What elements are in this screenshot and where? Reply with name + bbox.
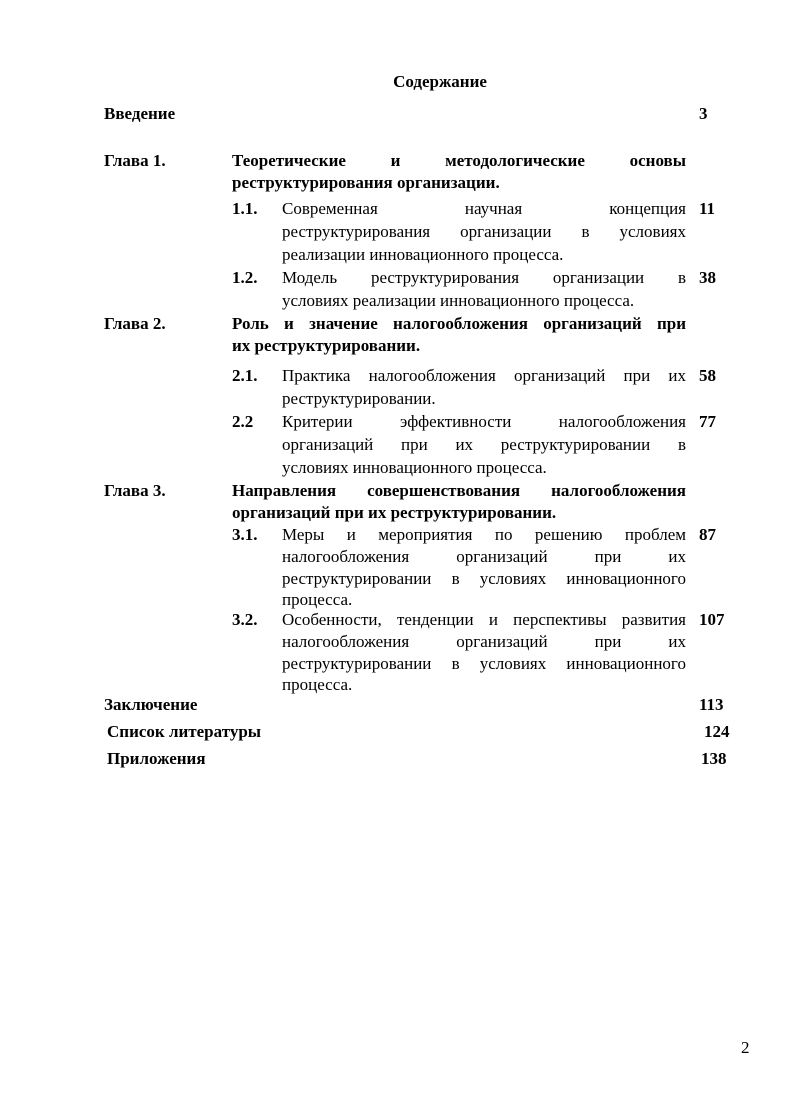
section-2-2-page: 77: [699, 412, 716, 431]
section-3-2-page: 107: [699, 610, 725, 629]
section-1-1-line-2: реструктурирования организации в условиях: [282, 222, 686, 241]
section-2-2-line-2: организаций при их реструктурировании в: [282, 435, 686, 454]
section-1-2-number: 1.2.: [232, 268, 258, 287]
toc-bibliography-page: 124: [704, 722, 730, 741]
section-2-1-page: 58: [699, 366, 716, 385]
section-2-1-number: 2.1.: [232, 366, 258, 385]
section-1-2-page: 38: [699, 268, 716, 287]
toc-intro-label: Введение: [104, 104, 176, 123]
chapter-1-label: Глава 1.: [104, 151, 166, 170]
section-3-1-page: 87: [699, 525, 716, 544]
section-2-2-line-3: условиях инновационного процесса.: [282, 458, 547, 477]
chapter-3-title-line-1: Направления совершенствования налогообложения: [232, 481, 686, 500]
section-1-1-page: 11: [699, 199, 716, 218]
page-number: 2: [741, 1038, 750, 1057]
toc-bibliography-label: Список литературы: [107, 722, 262, 741]
section-2-2-number: 2.2: [232, 412, 254, 431]
toc-intro-page: 3: [699, 104, 708, 123]
section-3-2-line-2: налогообложения организаций при их: [282, 632, 686, 651]
chapter-1-title-line-2: реструктурирования организации.: [232, 173, 500, 192]
section-1-2-line-1: Модель реструктурирования организации в: [282, 268, 686, 287]
section-3-1-line-1: Меры и мероприятия по решению проблем: [282, 525, 686, 544]
section-3-1-number: 3.1.: [232, 525, 258, 544]
chapter-2-title-line-2: их реструктурировании.: [232, 336, 421, 355]
section-3-1-line-4: процесса.: [282, 590, 353, 609]
section-3-2-line-1: Особенности, тенденции и перспективы развития: [282, 610, 686, 629]
page-title: Содержание: [393, 72, 487, 91]
section-1-1-line-1: Современная научная концепция: [282, 199, 686, 218]
chapter-3-label: Глава 3.: [104, 481, 166, 500]
toc-conclusion-label: Заключение: [104, 695, 198, 714]
section-1-2-line-2: условиях реализации инновационного процесса.: [282, 291, 635, 310]
chapter-2-title-line-1: Роль и значение налогообложения организаций при: [232, 314, 686, 333]
section-2-1-line-2: реструктурировании.: [282, 389, 436, 408]
section-2-2-line-1: Критерии эффективности налогообложения: [282, 412, 686, 431]
toc-conclusion-page: 113: [699, 695, 724, 714]
section-3-2-line-4: процесса.: [282, 675, 353, 694]
section-2-1-line-1: Практика налогообложения организаций при их: [282, 366, 686, 385]
section-3-1-line-2: налогообложения организаций при их: [282, 547, 686, 566]
toc-appendices-page: 138: [701, 749, 727, 768]
chapter-2-label: Глава 2.: [104, 314, 166, 333]
section-3-2-number: 3.2.: [232, 610, 258, 629]
section-3-2-line-3: реструктурировании в условиях инновационного: [282, 654, 686, 673]
chapter-3-title-line-2: организаций при их реструктурировании.: [232, 503, 557, 522]
chapter-1-title-line-1: Теоретические и методологические основы: [232, 151, 686, 170]
section-3-1-line-3: реструктурировании в условиях инновационного: [282, 569, 686, 588]
section-1-1-number: 1.1.: [232, 199, 258, 218]
toc-appendices-label: Приложения: [107, 749, 206, 768]
section-1-1-line-3: реализации инновационного процесса.: [282, 245, 564, 264]
